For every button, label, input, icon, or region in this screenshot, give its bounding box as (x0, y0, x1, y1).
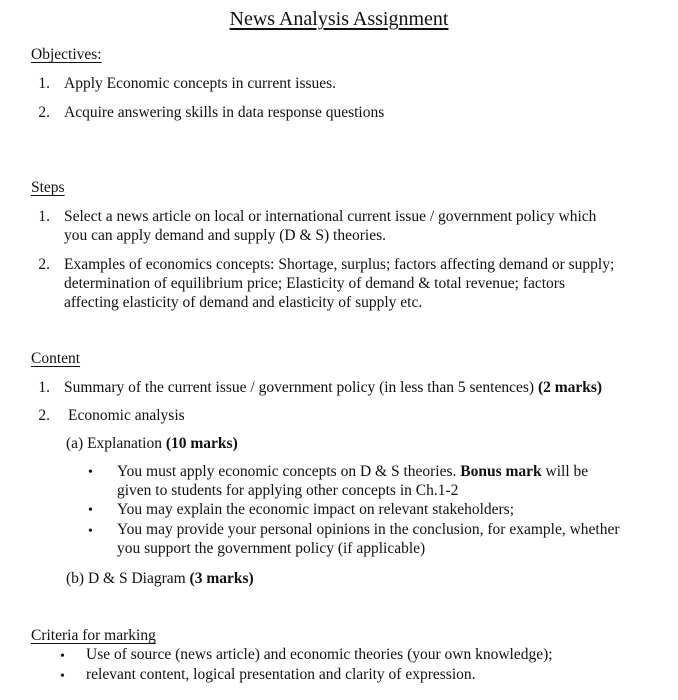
step-line: determination of equilibrium price; Elasticity of demand & total revenue; factors (64, 275, 566, 292)
summary-text: Summary of the current issue / government policy (in less than 5 sentences) (64, 379, 535, 396)
objective-item: Acquire answering skills in data response questions (64, 104, 385, 121)
content-number: 2. (38, 407, 50, 424)
step-number: 2. (38, 256, 50, 273)
bullet-line: You may provide your personal opinions in the conclusion, for example, whether (117, 521, 620, 538)
objective-number: 2. (38, 104, 50, 121)
criteria-item: relevant content, logical presentation and clarity of expression. (86, 666, 476, 683)
content-number: 1. (38, 379, 50, 396)
content-item-summary (64, 378, 602, 397)
bullet-icon: • (88, 524, 93, 539)
step-line: you can apply demand and supply (D & S) theories. (64, 227, 386, 244)
bullet-text: You must apply economic concepts on D & S theories. (117, 463, 457, 480)
bonus-mark: Bonus mark (460, 463, 542, 480)
sub-a-label: (a) Explanation (66, 435, 162, 452)
bullet-icon: • (88, 503, 93, 518)
step-line: Select a news article on local or international current issue / government policy which (64, 208, 597, 225)
sub-a-explanation (66, 434, 238, 453)
criteria-item: Use of source (news article) and economic theories (your own knowledge); (86, 646, 553, 663)
bullet-line: You may explain the economic impact on relevant stakeholders; (117, 501, 515, 518)
bullet-line: you support the government policy (if applicable) (117, 540, 426, 557)
bullet-text: will be (545, 463, 589, 480)
bullet-line: given to students for applying other concepts in Ch.1-2 (117, 482, 459, 499)
step-number: 1. (38, 208, 50, 225)
bullet-icon: • (88, 465, 93, 480)
bullet-icon: • (60, 649, 65, 664)
step-line: affecting elasticity of demand and elasticity of supply etc. (64, 294, 423, 311)
objective-item: Apply Economic concepts in current issues. (64, 75, 337, 92)
sub-b-diagram (66, 569, 254, 588)
objectives-heading: Objectives: (31, 46, 102, 63)
criteria-heading: Criteria for marking (31, 627, 156, 644)
content-item-economic-analysis: Economic analysis (68, 407, 185, 424)
bullet-icon: • (60, 669, 65, 684)
objective-number: 1. (38, 75, 50, 92)
page-title: News Analysis Assignment (229, 8, 449, 30)
steps-heading: Steps (31, 179, 65, 196)
summary-marks: (2 marks) (537, 379, 603, 396)
sub-b-marks: (3 marks) (189, 570, 254, 587)
step-line: Examples of economics concepts: Shortage, surplus; factors affecting demand or supply; (64, 256, 615, 273)
sub-b-label: (b) D & S Diagram (66, 570, 186, 587)
content-heading: Content (31, 350, 81, 367)
sub-a-marks: (10 marks) (165, 435, 238, 452)
bullet-line (117, 462, 588, 481)
